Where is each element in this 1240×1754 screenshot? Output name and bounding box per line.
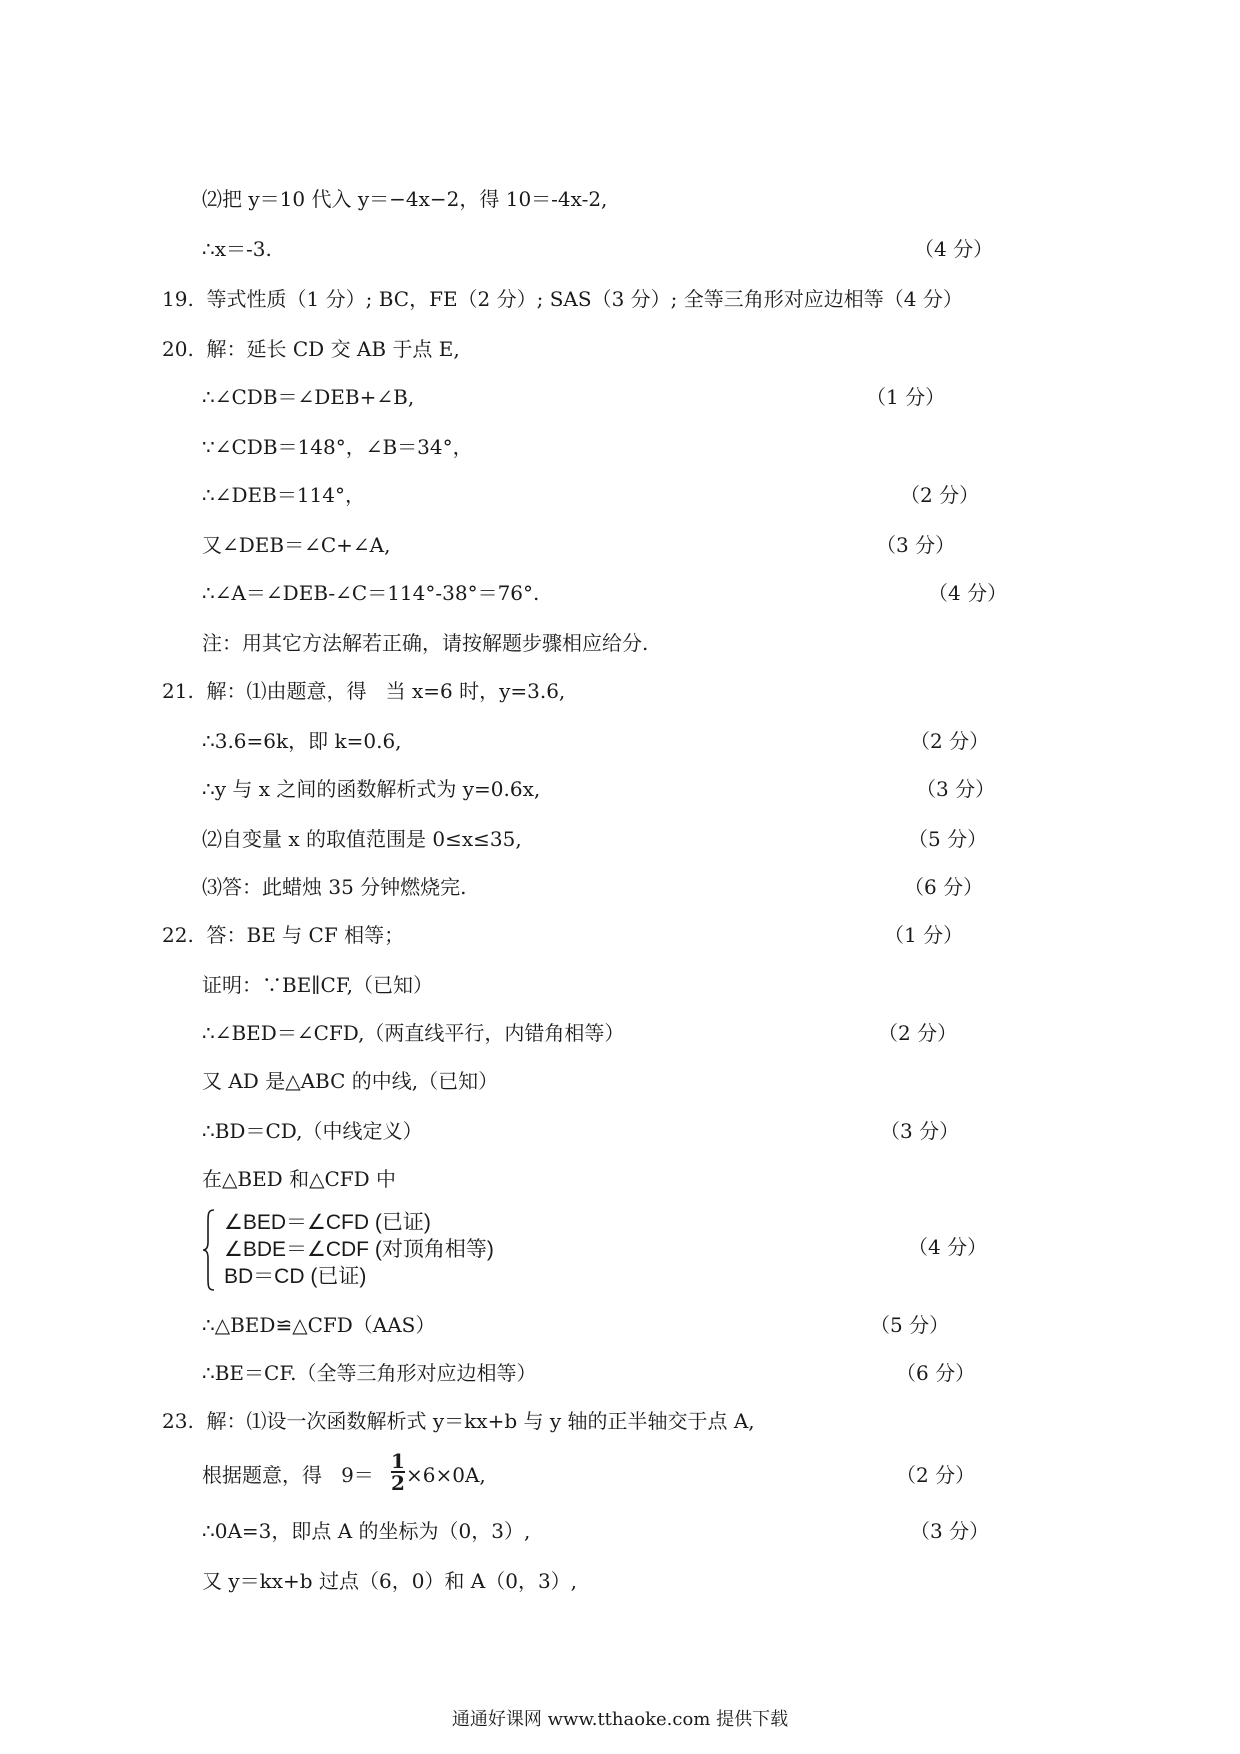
line-21-1: ∴3.6=6k，即 k=0.6,	[202, 729, 402, 753]
score-mark: （4 分）	[914, 237, 994, 261]
score-mark: （5 分）	[870, 1313, 950, 1337]
score-mark: （5 分）	[908, 827, 988, 851]
line-21-2: ∴y 与 x 之间的函数解析式为 y=0.6x,	[202, 777, 541, 801]
line-18-result: ∴x＝-3.	[202, 237, 272, 261]
score-mark: （4 分）	[928, 581, 1008, 605]
line-20: 20. 解：延长 CD 交 AB 于点 E,	[162, 337, 460, 361]
page-footer: 通通好课网 www.tthaoke.com 提供下载	[451, 1709, 789, 1730]
line-20-4: 又∠DEB＝∠C+∠A,	[202, 533, 391, 557]
score-mark: （2 分）	[878, 1021, 958, 1045]
score-mark: （4 分）	[908, 1235, 988, 1259]
line-23-3: 又 y＝kx+b 过点（6，0）和 A（0，3）,	[202, 1569, 578, 1593]
left-brace-icon	[202, 1208, 216, 1292]
score-mark: （3 分）	[880, 1119, 960, 1143]
line-20-2: ∵∠CDB＝148°，∠B＝34°，	[202, 435, 473, 459]
line-23-2: ∴0A=3，即点 A 的坐标为（0，3）,	[202, 1519, 531, 1543]
score-mark: （3 分）	[910, 1519, 990, 1543]
score-mark: （1 分）	[884, 923, 964, 947]
line-18-2: ⑵把 y＝10 代入 y＝−4x−2，得 10＝-4x-2,	[202, 187, 608, 211]
score-mark: （3 分）	[876, 533, 956, 557]
fraction-half	[391, 1451, 405, 1493]
line-20-5: ∴∠A＝∠DEB-∠C＝114°-38°＝76°.	[202, 581, 540, 605]
line-20-1: ∴∠CDB＝∠DEB+∠B,	[202, 385, 415, 409]
line-22-7: ∴BE＝CF.（全等三角形对应边相等）	[202, 1361, 537, 1385]
score-mark: （6 分）	[904, 875, 984, 899]
line-23-1b: ×6×0A,	[406, 1463, 486, 1487]
fraction-denominator: 2	[391, 1471, 405, 1495]
line-22-6: ∴△BED≌△CFD（AAS）	[202, 1313, 436, 1337]
system-line-3: BD＝CD (已证)	[224, 1265, 367, 1288]
score-mark: （3 分）	[916, 777, 996, 801]
line-21-4: ⑶答：此蜡烛 35 分钟燃烧完.	[202, 875, 467, 899]
score-mark: （2 分）	[896, 1463, 976, 1487]
line-20-3: ∴∠DEB＝114°，	[202, 483, 365, 507]
line-22-1: 证明：∵BE∥CF,（已知）	[202, 973, 433, 997]
line-20-note: 注：用其它方法解若正确，请按解题步骤相应给分.	[202, 631, 649, 655]
system-line-1: ∠BED＝∠CFD (已证)	[224, 1211, 431, 1234]
line-22-3: 又 AD 是△ABC 的中线,（已知）	[202, 1069, 499, 1093]
line-21-3: ⑵自变量 x 的取值范围是 0≤x≤35,	[202, 827, 522, 851]
line-22-4: ∴BD＝CD,（中线定义）	[202, 1119, 423, 1143]
line-23: 23. 解：⑴设一次函数解析式 y＝kx+b 与 y 轴的正半轴交于点 A,	[162, 1409, 755, 1433]
fraction-numerator: 1	[391, 1449, 405, 1473]
line-22-5: 在△BED 和△CFD 中	[202, 1167, 397, 1191]
score-mark: （2 分）	[910, 729, 990, 753]
system-line-2: ∠BDE＝∠CDF (对顶角相等)	[224, 1238, 494, 1261]
line-22: 22. 答：BE 与 CF 相等；	[162, 923, 405, 947]
line-22-2: ∴∠BED＝∠CFD,（两直线平行，内错角相等）	[202, 1021, 625, 1045]
score-mark: （1 分）	[866, 385, 946, 409]
line-21: 21. 解：⑴由题意，得 当 x=6 时，y=3.6,	[162, 679, 566, 703]
line-19: 19. 等式性质（1 分）; BC，FE（2 分）; SAS（3 分）; 全等三角形对应边相等（4 分）	[162, 287, 963, 311]
score-mark: （2 分）	[900, 483, 980, 507]
score-mark: （6 分）	[896, 1361, 976, 1385]
line-23-1a: 根据题意，得 9＝	[202, 1463, 374, 1487]
equation-system	[202, 1208, 562, 1292]
